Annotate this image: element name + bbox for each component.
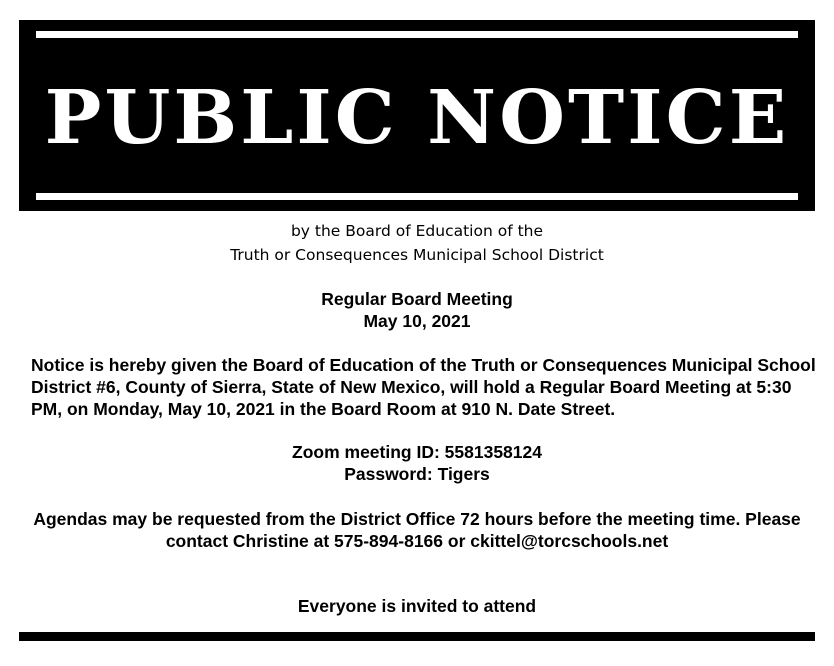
meeting-date: May 10, 2021	[363, 311, 471, 331]
agenda-line-2: contact Christine at 575-894-8166 or ckittel@torcschools.net	[165, 531, 669, 551]
notice-line-2: District #6, County of Sierra, State of New Mexico, will hold a Regular Board Meeting at 5:30	[31, 377, 792, 397]
notice-line-1: Notice is hereby given the Board of Education of the Truth or Consequences Municipal School	[31, 355, 816, 375]
bottom-rule	[19, 632, 815, 641]
zoom-meeting-id: Zoom meeting ID: 5581358124	[292, 442, 542, 462]
agenda-line-1: Agendas may be requested from the District Office 72 hours before the meeting time. Please	[33, 509, 801, 529]
zoom-password: Password: Tigers	[344, 464, 490, 484]
meeting-type: Regular Board Meeting	[321, 289, 513, 309]
notice-line-3: PM, on Monday, May 10, 2021 in the Board Room at 910 N. Date Street.	[31, 399, 616, 419]
notice-banner	[19, 20, 815, 211]
closing-invitation: Everyone is invited to attend	[297, 596, 537, 616]
banner-top-rule	[36, 31, 798, 38]
issuer-line-2: Truth or Consequences Municipal School District	[230, 246, 604, 264]
banner-title: PUBLIC NOTICE	[44, 75, 790, 161]
issuer-line-1: by the Board of Education of the	[290, 222, 544, 240]
banner-bottom-rule	[36, 193, 798, 200]
